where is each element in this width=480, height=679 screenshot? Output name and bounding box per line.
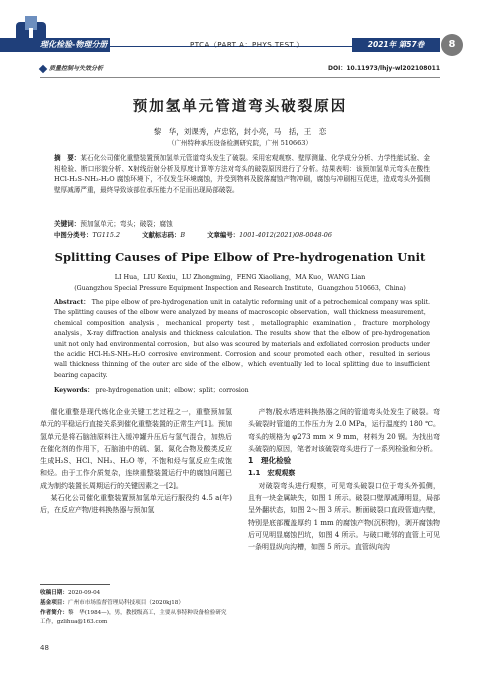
received-date: 收稿日期：2020-09-04: [40, 590, 101, 596]
affiliation-en: (Guangzhou Special Pressure Equipment Inspection and Research Institute，Guangzhou 510663，China): [74, 285, 406, 292]
section-tag: 理化检验-物理分册: [0, 38, 110, 52]
clc: 中图分类号：TG115.2: [54, 231, 121, 239]
paragraph: 催化重整是现代炼化企业关键工艺过程之一，重整预加氢单元的平稳运行直接关系到催化重整装置的正常生产[1]。预加氢单元是将石脑油原料注入缓冲罐升压后与氢气混合，加热后在催化剂的作用下，石脑油中的硫、氯、氮化合物及酸类反应生成H₂S、HCl、NH₃、H₂O 等，不饱和烃与氢反应生成饱和烃。由于工作介质复杂，连续重整装置运行中的腐蚀问题已成为制约装置长周期运行的关键因素之一[2]。: [40, 408, 232, 490]
doi: DOI：10.11973/lhjy-wl202108011: [328, 65, 440, 72]
author-bio: 作者简介：黎 华(1984—)，男，教授级高工，主要从事特种设备检验研究工作，gzlihua@163.com: [40, 609, 227, 626]
page-number: 48: [40, 644, 49, 652]
classification-row: [54, 230, 430, 239]
divider: [40, 77, 440, 78]
paragraph: 产物/脱水塔进料换热器之间的管道弯头处发生了破裂。弯头破裂时管道的工作压力为 2.0 MPa，运行温度约 180 ℃。弯头的规格为 φ273 mm × 9 mm，材料为 20 钢。为找出弯头破裂的原因，笔者对该破裂弯头进行了一系列检验和分析。: [248, 408, 440, 453]
authors-cn: 黎 华，刘课秀，卢忠铭，封小亮，马 括，王 恋: [153, 127, 327, 136]
abstract-en: Abstract： The pipe elbow of pre-hydrogenation unit in catalytic reforming unit of a petrochemical company was split. The splitting causes of the elbow were analyzed by means of macroscopic observation，wall thickness measurement，chemical composition analysis，mechanical property test，metallographic examination，fracture morphology analysis，X-ray diffraction analysis and thickness calculation. The results show that the elbow of pre-hydrogenation unit not only had environmental corrosion，but also was scoured by materials and exfoliated corrosion products under the acidic HCl-H₂S-NH₃-H₂O corrosive environment. Corrosion and scour promoted each other，resulted in serious wall thickness thinning of the outer arc side of the elbow，which eventually led to local splitting due to insufficient bearing capacity.: [54, 299, 431, 379]
keywords-cn: 关键词：预加氢单元；弯头；破裂；腐蚀: [54, 220, 173, 228]
paragraph: 对破裂弯头进行观察，可见弯头破裂口位于弯头外弧侧，且有一块金属缺失，如图 1 所示。破裂口壁厚减薄明显，局部呈外翻状态，如图 2～图 3 所示。断面破裂口直段管道内壁，特别是底部覆盖厚约 1 mm 的腐蚀产物(沉积物)，剥开腐蚀物后可见明显腐蚀凹坑，如图 4 所示。与破口毗邻的直管上可见一条明显纵向沟槽，如图 5 所示。直管纵向沟: [248, 481, 440, 552]
issue-number-badge: 8: [441, 34, 463, 56]
footnote: [40, 589, 232, 628]
authors-en: LI Hua，LIU Kexiu，LU Zhongming，FENG Xiaoliang，MA Kuo，WANG Lian: [114, 273, 366, 281]
journal-header: [0, 0, 480, 58]
footnote-rule: [40, 584, 110, 585]
abstract-cn-text: 某石化公司催化重整装置预加氢单元管道弯头发生了破裂。采用宏观观察、壁厚测量、化学成分分析、力学性能试验、金相检验、断口形貌分析、X射线衍射分析及厚度计算等方法对弯头的破裂原因进行了分析。结果表明：该预加氢单元弯头在酸性 HCl-H₂S-NH₃-H₂O 腐蚀环境下，不仅发生环境腐蚀，并受到物料及脱落腐蚀产物冲刷，腐蚀与冲刷相互促进，造成弯头外弧侧壁厚减薄严重，最终导致该部位承压能力不足而出现局部破裂。: [54, 154, 431, 194]
doc-code: 文献标志码：B: [142, 231, 186, 239]
fund-info: 基金项目：广州市市场监督管理局科技项目（2020kj18）: [40, 599, 184, 606]
subsection-heading: 1.1 宏观观察: [248, 469, 296, 478]
keywords-en: Keywords： pre-hydrogenation unit；elbow；split；corrosion: [54, 387, 249, 394]
title-en: Splitting Causes of Pipe Elbow of Pre-hydrogenation Unit: [54, 250, 426, 264]
affiliation-cn: （广州特种承压设备检测研究院，广州 510663）: [168, 139, 312, 147]
abstract-cn-label: 摘 要：: [54, 154, 81, 162]
category-label: 质量控制与失效分析: [40, 63, 103, 72]
journal-name: PTCA（PART A：PHYS.TEST.）: [190, 41, 304, 49]
body-left-column: [40, 406, 232, 517]
sub-header: [40, 63, 440, 75]
issue-badge: 2021年 第57卷: [352, 38, 440, 52]
title-cn: 预加氢单元管道弯头破裂原因: [132, 98, 348, 115]
abstract-cn: [54, 153, 430, 195]
diamond-bullet-icon: [39, 64, 47, 72]
section-heading: 1 理化检验: [248, 456, 292, 466]
article-no: 文章编号：1001-4012(2021)08-0048-06: [207, 231, 332, 239]
body-right-column: [248, 406, 440, 554]
paragraph: 某石化公司催化重整装置预加氢单元运行服役约 4.5 a(年)后，在反应产物/进料换热器与预加氢: [40, 494, 232, 515]
